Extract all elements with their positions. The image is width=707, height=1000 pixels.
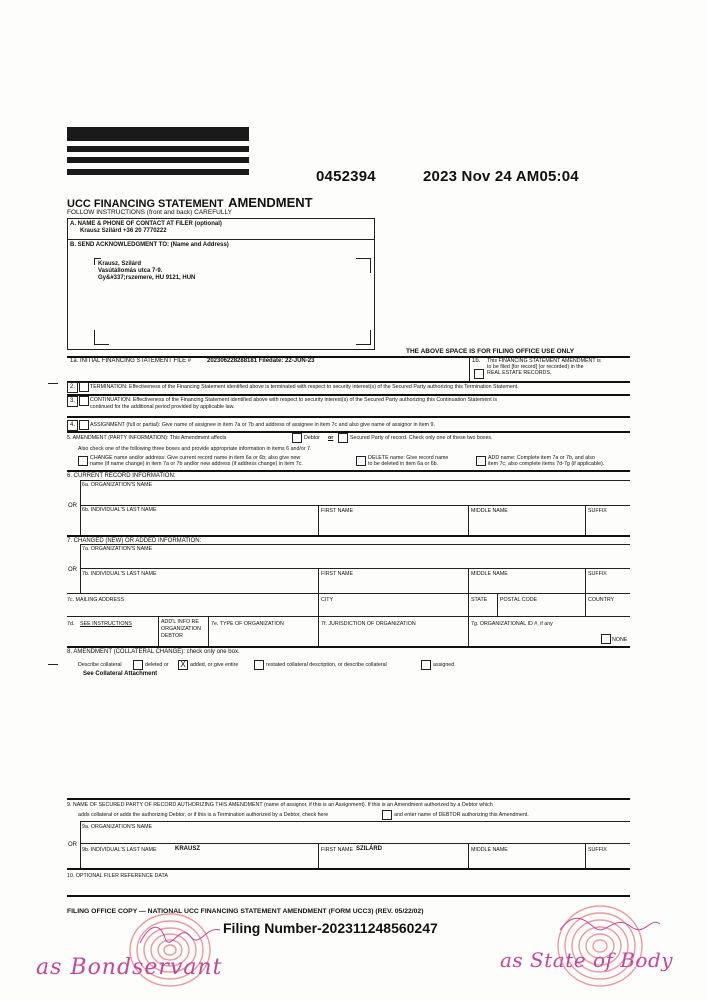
- ack-street: Vasútállomás utca 7-9.: [98, 268, 163, 274]
- item9-suffix: SUFFIX: [588, 847, 607, 853]
- item7-middle-name: MIDDLE NAME: [471, 571, 508, 577]
- item8-restated: restated collateral description, or describe collateral: [266, 662, 387, 668]
- signature-left: as Bondservant: [36, 955, 223, 980]
- ack-corner: [356, 258, 371, 273]
- item4-checkbox[interactable]: [79, 420, 89, 430]
- signature-scribble-left: [135, 918, 225, 948]
- item7g-label: 7g. ORGANIZATIONAL ID #, if any: [471, 621, 553, 627]
- item6-label: 6. CURRENT RECORD INFORMATION:: [67, 473, 176, 479]
- item7d-label: 7d.: [67, 621, 75, 627]
- item7-first-name: FIRST NAME: [321, 571, 353, 577]
- item3-checkbox[interactable]: [79, 396, 89, 406]
- ack-city: Gy&#337;rszemere, HU 9121, HUN: [98, 275, 196, 281]
- or-label-7: OR: [68, 567, 77, 573]
- item9-first-label: FIRST NAME: [321, 847, 353, 853]
- item8-assigned-checkbox[interactable]: [421, 660, 431, 670]
- item1b-checkbox[interactable]: [474, 369, 484, 379]
- item8-added-check: X: [180, 660, 186, 669]
- item7-state: STATE: [471, 597, 488, 603]
- item5-line: [67, 435, 226, 441]
- item8-describe: Describe collateral: [78, 662, 122, 668]
- none-checkbox[interactable]: [601, 634, 611, 644]
- item8-deleted: deleted or: [145, 662, 169, 668]
- item4-num: 4.: [67, 420, 78, 431]
- item7a-label: 7a. ORGANIZATION'S NAME: [82, 546, 153, 552]
- item2-num: 2.: [67, 382, 78, 393]
- item9-debtor-checkbox[interactable]: [382, 810, 392, 820]
- margin-mark: [48, 664, 58, 665]
- item7c-label: 7c. MAILING ADDRESS: [67, 597, 125, 603]
- item7f-label: 7f. JURISDICTION OF ORGANIZATION: [321, 621, 416, 627]
- ack-name: Krausz, Szilárd: [98, 261, 142, 267]
- item5-change2: name (if name change) in item 7a or 7b and/or new address (if address change) in item 7c.: [90, 461, 303, 467]
- see-collateral: See Collateral Attachment: [83, 671, 158, 677]
- item5-delete2: to be deleted in item 6a or 6b.: [368, 461, 439, 467]
- item2-text: TERMINATION: Effectiveness of the Financing Statement identified above is terminated with respect to security interest(s) of the Secured Party authorizing this Termination Statement.: [90, 384, 519, 390]
- item5-debtor: Debtor: [304, 435, 320, 441]
- sec-a-label: A. NAME & PHONE OF CONTACT AT FILER (optional): [70, 221, 222, 227]
- redaction-bar: [67, 157, 249, 163]
- item5-or: or: [328, 435, 334, 441]
- item3-text1: CONTINUATION: Effectiveness of the Financing Statement identified above with respect to security interest(s) of the Secured Party authorizing this Continuation Statement is: [90, 397, 497, 403]
- ack-box: [67, 218, 375, 350]
- item5-add-checkbox[interactable]: [476, 456, 486, 466]
- item9-a: 9. NAME OF SECURED PARTY OF RECORD AUTHORIZING THIS AMENDMENT (name of assignor, if this is an Assignment). If this is an Amendment authorized by a Debtor which: [67, 802, 493, 808]
- item3-num: 3.: [67, 396, 78, 407]
- ack-corner: [356, 330, 371, 345]
- item6-middle-name: MIDDLE NAME: [471, 508, 508, 514]
- file-number: 0452394: [316, 168, 376, 185]
- item1b-text1: This FINANCING STATEMENT AMENDMENT is: [487, 358, 601, 364]
- item7-postal: POSTAL CODE: [500, 597, 538, 603]
- item7-city: CITY: [321, 597, 334, 603]
- item7e-label: 7e. TYPE OF ORGANIZATION: [211, 621, 284, 627]
- sec-a-value: Krausz Szilárd +36 20 7770222: [80, 228, 167, 234]
- title-main: UCC FINANCING STATEMENT: [67, 198, 224, 210]
- item6-first-name: FIRST NAME: [321, 508, 353, 514]
- item5-a: 5. AMENDMENT (PARTY INFORMATION): This Amendment affects: [67, 435, 227, 441]
- item6-suffix: SUFFIX: [588, 508, 607, 514]
- item5-c: Also check one of the following three boxes and provide appropriate information in items 6 and/or 7.: [78, 446, 312, 452]
- item5-debtor-checkbox[interactable]: [292, 433, 302, 443]
- item1b-num: 1b.: [472, 358, 481, 364]
- redaction-bar: [67, 146, 249, 152]
- filing-office-space: THE ABOVE SPACE IS FOR FILING OFFICE USE ONLY: [406, 348, 575, 355]
- redaction-bar: [67, 127, 249, 141]
- addl-info-2: ORGANIZATION: [161, 626, 201, 632]
- item7-suffix: SUFFIX: [588, 571, 607, 577]
- item5-b: Secured Party of record. Check only one of these two boxes.: [350, 435, 493, 441]
- item9b-label: 9b. INDIVIDUAL'S LAST NAME: [82, 847, 157, 853]
- item8-added: added, or give entire: [190, 662, 239, 668]
- item7-label: 7. CHANGED (NEW) OR ADDED INFORMATION:: [67, 538, 202, 544]
- filing-number: Filing Number-202311248560247: [223, 920, 438, 936]
- item5-add2: item 7c; also complete items 7d-7g (if applicable).: [488, 461, 605, 467]
- item9-b: adds collateral or adds the authorizing Debtor, or if this is a Termination authorized by a Debtor, check here: [78, 812, 329, 818]
- item7-country: COUNTRY: [588, 597, 615, 603]
- sec-b-label: B. SEND ACKNOWLEDGMENT TO: (Name and Address): [70, 242, 229, 248]
- item9b-value: KRAUSZ: [175, 846, 200, 852]
- none-label: NONE: [612, 637, 628, 643]
- ack-corner: [94, 330, 109, 345]
- item6b-label: 6b. INDIVIDUAL'S LAST NAME: [82, 507, 157, 513]
- item7b-label: 7b. INDIVIDUAL'S LAST NAME: [82, 571, 157, 577]
- item8-assigned: assigned.: [433, 662, 456, 668]
- item1a-value: 202306228288181 Filedate: 22-JUN-23: [207, 358, 315, 364]
- or-label-9: OR: [68, 842, 77, 848]
- item6a-label: 6a. ORGANIZATION'S NAME: [82, 482, 153, 488]
- redaction-bar: [67, 169, 249, 175]
- item5-delete-checkbox[interactable]: [356, 456, 366, 466]
- item5-change-checkbox[interactable]: [78, 456, 88, 466]
- item1b-text2: to be filed [for record] (or recorded) in the: [487, 364, 584, 370]
- item9-first-value: SZILÁRD: [356, 846, 382, 852]
- see-instructions: SEE INSTRUCTIONS: [80, 621, 132, 627]
- title-amendment: AMENDMENT: [228, 195, 313, 210]
- addl-info-1: ADD'L INFO RE: [161, 619, 199, 625]
- item9a-label: 9a. ORGANIZATION'S NAME: [82, 824, 153, 830]
- signature-scribble-right: [555, 910, 665, 940]
- item8-added-checkbox[interactable]: [178, 660, 188, 670]
- item9-middle-name: MIDDLE NAME: [471, 847, 508, 853]
- item1a-label: 1a. INITIAL FINANCING STATEMENT FILE #: [70, 358, 192, 364]
- instructions: FOLLOW INSTRUCTIONS (front and back) CAREFULLY: [67, 209, 232, 216]
- item5-change1: CHANGE name and/or address: Give current record name in item 6a or 6b; also give new: [90, 455, 301, 461]
- footer-copy: FILING OFFICE COPY — NATIONAL UCC FINANCING STATEMENT AMENDMENT (FORM UCC3) (REV. 05/22/02): [67, 908, 424, 915]
- item8-deleted-checkbox[interactable]: [133, 660, 143, 670]
- file-timestamp: 2023 Nov 24 AM05:04: [423, 168, 579, 185]
- item5-add1: ADD name: Complete item 7a or 7b, and also: [488, 455, 595, 461]
- item8-restated-checkbox[interactable]: [254, 660, 264, 670]
- or-label: OR: [68, 503, 77, 509]
- item5-delete1: DELETE name: Give record name: [368, 455, 449, 461]
- signature-right: as State of Body: [500, 948, 674, 972]
- item10-label: 10. OPTIONAL FILER REFERENCE DATA: [67, 873, 168, 879]
- item8-label: 8. AMENDMENT (COLLATERAL CHANGE): check only one box.: [67, 649, 240, 655]
- margin-mark: [48, 383, 58, 384]
- item4-text: ASSIGNMENT (full or partial): Give name of assignee in item 7a or 7b and address of assignee in item 7c and also give name of assignor in item 9.: [90, 422, 435, 428]
- item5-secured-checkbox[interactable]: [338, 433, 348, 443]
- item3-text2: continued for the additional period provided by applicable law.: [90, 404, 235, 410]
- addl-info-3: DEBTOR: [161, 633, 183, 639]
- item2-checkbox[interactable]: [79, 382, 89, 392]
- item1b-text3: REAL ESTATE RECORDS.: [487, 370, 552, 376]
- item9-c: and enter name of DEBTOR authorizing this Amendment.: [394, 812, 529, 818]
